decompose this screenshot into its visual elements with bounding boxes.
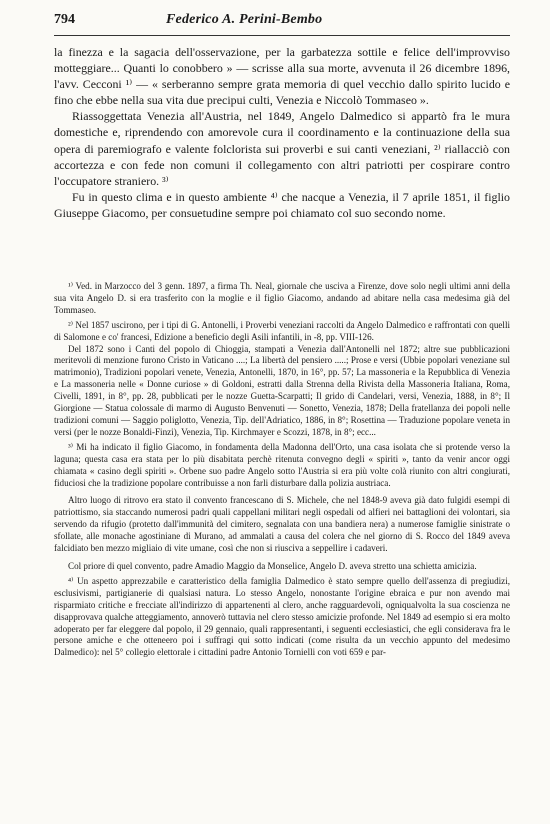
footnote-continuation: Altro luogo di ritrovo era stato il convento francescano di S. Michele, che nel 1848-9 aveva già dato fulgidi esempi di patriottismo, sia staccando numerosi padri quali cappellani militari negli ospedali od alfieri nei battaglioni dei volontari, sia servendo da rifugio (protetto dall'immunità del cimitero, segnalata con una bandiera nera) a numerose famiglie sinistrate o sfollate, alle monache agostiniane di Murano, ad ammalati a causa del colera che nel giorno di S. Rocco del 1849 aveva falcidiato ben mezzo migliaio di vite umane, così che non si riusciva a seppellire i cadaveri. [54,495,510,554]
page-header [54,12,510,32]
header-rule [54,35,510,36]
running-head: Federico A. Perini-Bembo [166,12,323,27]
paragraph: Fu in questo clima e in questo ambiente ⁴⁾ che nacque a Venezia, il 7 aprile 1851, il figlio Giuseppe Giacomo, per consuetudine sempre poi chiamato col suo secondo nome. [54,189,510,220]
footnote: ⁴⁾ Un aspetto apprezzabile e caratteristico della famiglia Dalmedico è stato sempre quello dell'assenza di pregiudizi, esclusivismi, partigianerie di qualsiasi natura. Lo stesso Angelo, nonostante l'origine ebraica e pur non avendo mai risparmiato critiche e frecciate all'indirizzo di appartenenti al clero, anche ragguardevoli, ogniqualvolta la sua coscienza ne disapprovava qualche atteggiamento, annoverò tuttavia nel clero stesso amicizie profonde. Nel 1849 ad esempio si era molto adoperato per far eleggere dal popolo, il 29 gennaio, quali rappresentanti, i seguenti ecclesiastici, che egli considerava fra le persone amiche e che otteneero poi i suffragi qui sotto indicati (come risulta da un vecchio appunto del medesimo Dalmedico): nel 5° collegio elettorale i cittadini padre Antonio Tornielli con voti 659 e par- [54,575,510,658]
book-page [54,12,510,659]
footnote: ¹⁾ Ved. in Marzocco del 3 genn. 1897, a firma Th. Neal, giornale che usciva a Firenze, dove solo negli ultimi anni della sua vita Angelo D. si era trasferito con la moglie e il figlio Giacomo, andando ad abitare nella casa medesima già del Tommaseo. [54,281,510,315]
page-number: 794 [54,12,75,27]
paragraph: Riassoggettata Venezia all'Austria, nel 1849, Angelo Dalmedico si appartò fra le mura domestiche e, riprendendo con amorevole cura il coordinamento e la continuazione della sua opera di paremiografo e valente folclorista sui proverbi e sui canti veneziani, ²⁾ riallacciò con accortezza e con fede non comuni il collegamento con altri patriotti per cospirare contro l'occupatore straniero. ³⁾ [54,109,510,188]
footnote-continuation: Del 1872 sono i Canti del popolo di Chioggia, stampati a Venezia dall'Antonelli nel 1872; altre sue pubblicazioni meritevoli di menzione furono Cristo in Vaticano ....; La libertà del pensiero .....; Prose e versi (Ubbie popolari veneziane sul matrimonio), Tradizioni popolari venete, Venezia, Antonelli, 1870, in 16°, pp. 57; La massoneria e la Repubblica di Venezia e La massoneria nelle « Donne curiose » di Goldoni, estratti dalla Strenna della Rivista della Massoneria Italiana, Roma, Civelli, 1891, in 8°, pp. 28, pubblicati per le nozze Guetta-Scarpatti; Il grido di Candelari, versi, Venezia, 1888, in 8°; Il Giorgione — Statua colossale di marmo di Augusto Benvenuti — Sonetto, Venezia, 1878; Della fratellanza dei popoli nelle tradizioni comuni — Saggio poliglotto, Venezia, Tip. dell'Adriatico, 1886, in 8°; Rosettina — Traduzione popolare veneta in versi (per le nozze Bonaldi-Finzi), Venezia, Tip. Kirchmayer e Scozzi, 1878, in 8°; ecc... [54,343,510,437]
footnote: ²⁾ Nel 1857 uscirono, per i tipi di G. Antonelli, i Proverbi veneziani raccolti da Angelo Dalmedico e raffrontati con quelli di Salomone e co' francesi, Edizione a beneficio degli Asili infantili, in -8, pp. VIII-126. [54,319,510,342]
footnote-continuation: Col priore di quel convento, padre Amadio Maggio da Monselice, Angelo D. aveva stretto una schietta amicizia. [68,560,477,571]
footnote: ³⁾ Mi ha indicato il figlio Giacomo, in fondamenta della Madonna dell'Orto, una casa isolata che si protende verso la laguna; questa casa era stata per lo più disabitata perchè ritenuta convegno degli « spiriti », tanto da venir ancor oggi chiamata « casino degli spiriti ». Orbene suo padre Angelo sotto l'Austria si era più volte colà riunito con altri congiurati, fiduciosi che la tradizione popolare contribuisse a non farli disturbare dalla polizia austriaca. [54,441,510,488]
main-text [54,44,510,221]
footnotes [54,281,510,659]
paragraph: la finezza e la sagacia dell'osservazione, per la garbatezza sottile e felice dell'improvviso motteggiare... Quanti lo conobbero » — scrisse alla sua morte, avvenuta il 26 dicembre 1896, l'avv. Cecconi ¹⁾ — « serberanno sempre grata memoria di quel vecchio dallo spirito lucido e fino che ebbe nella sua vita due precipui culti, Venezia e Niccolò Tommaseo ». [54,45,510,108]
footnote-separator [54,221,510,281]
